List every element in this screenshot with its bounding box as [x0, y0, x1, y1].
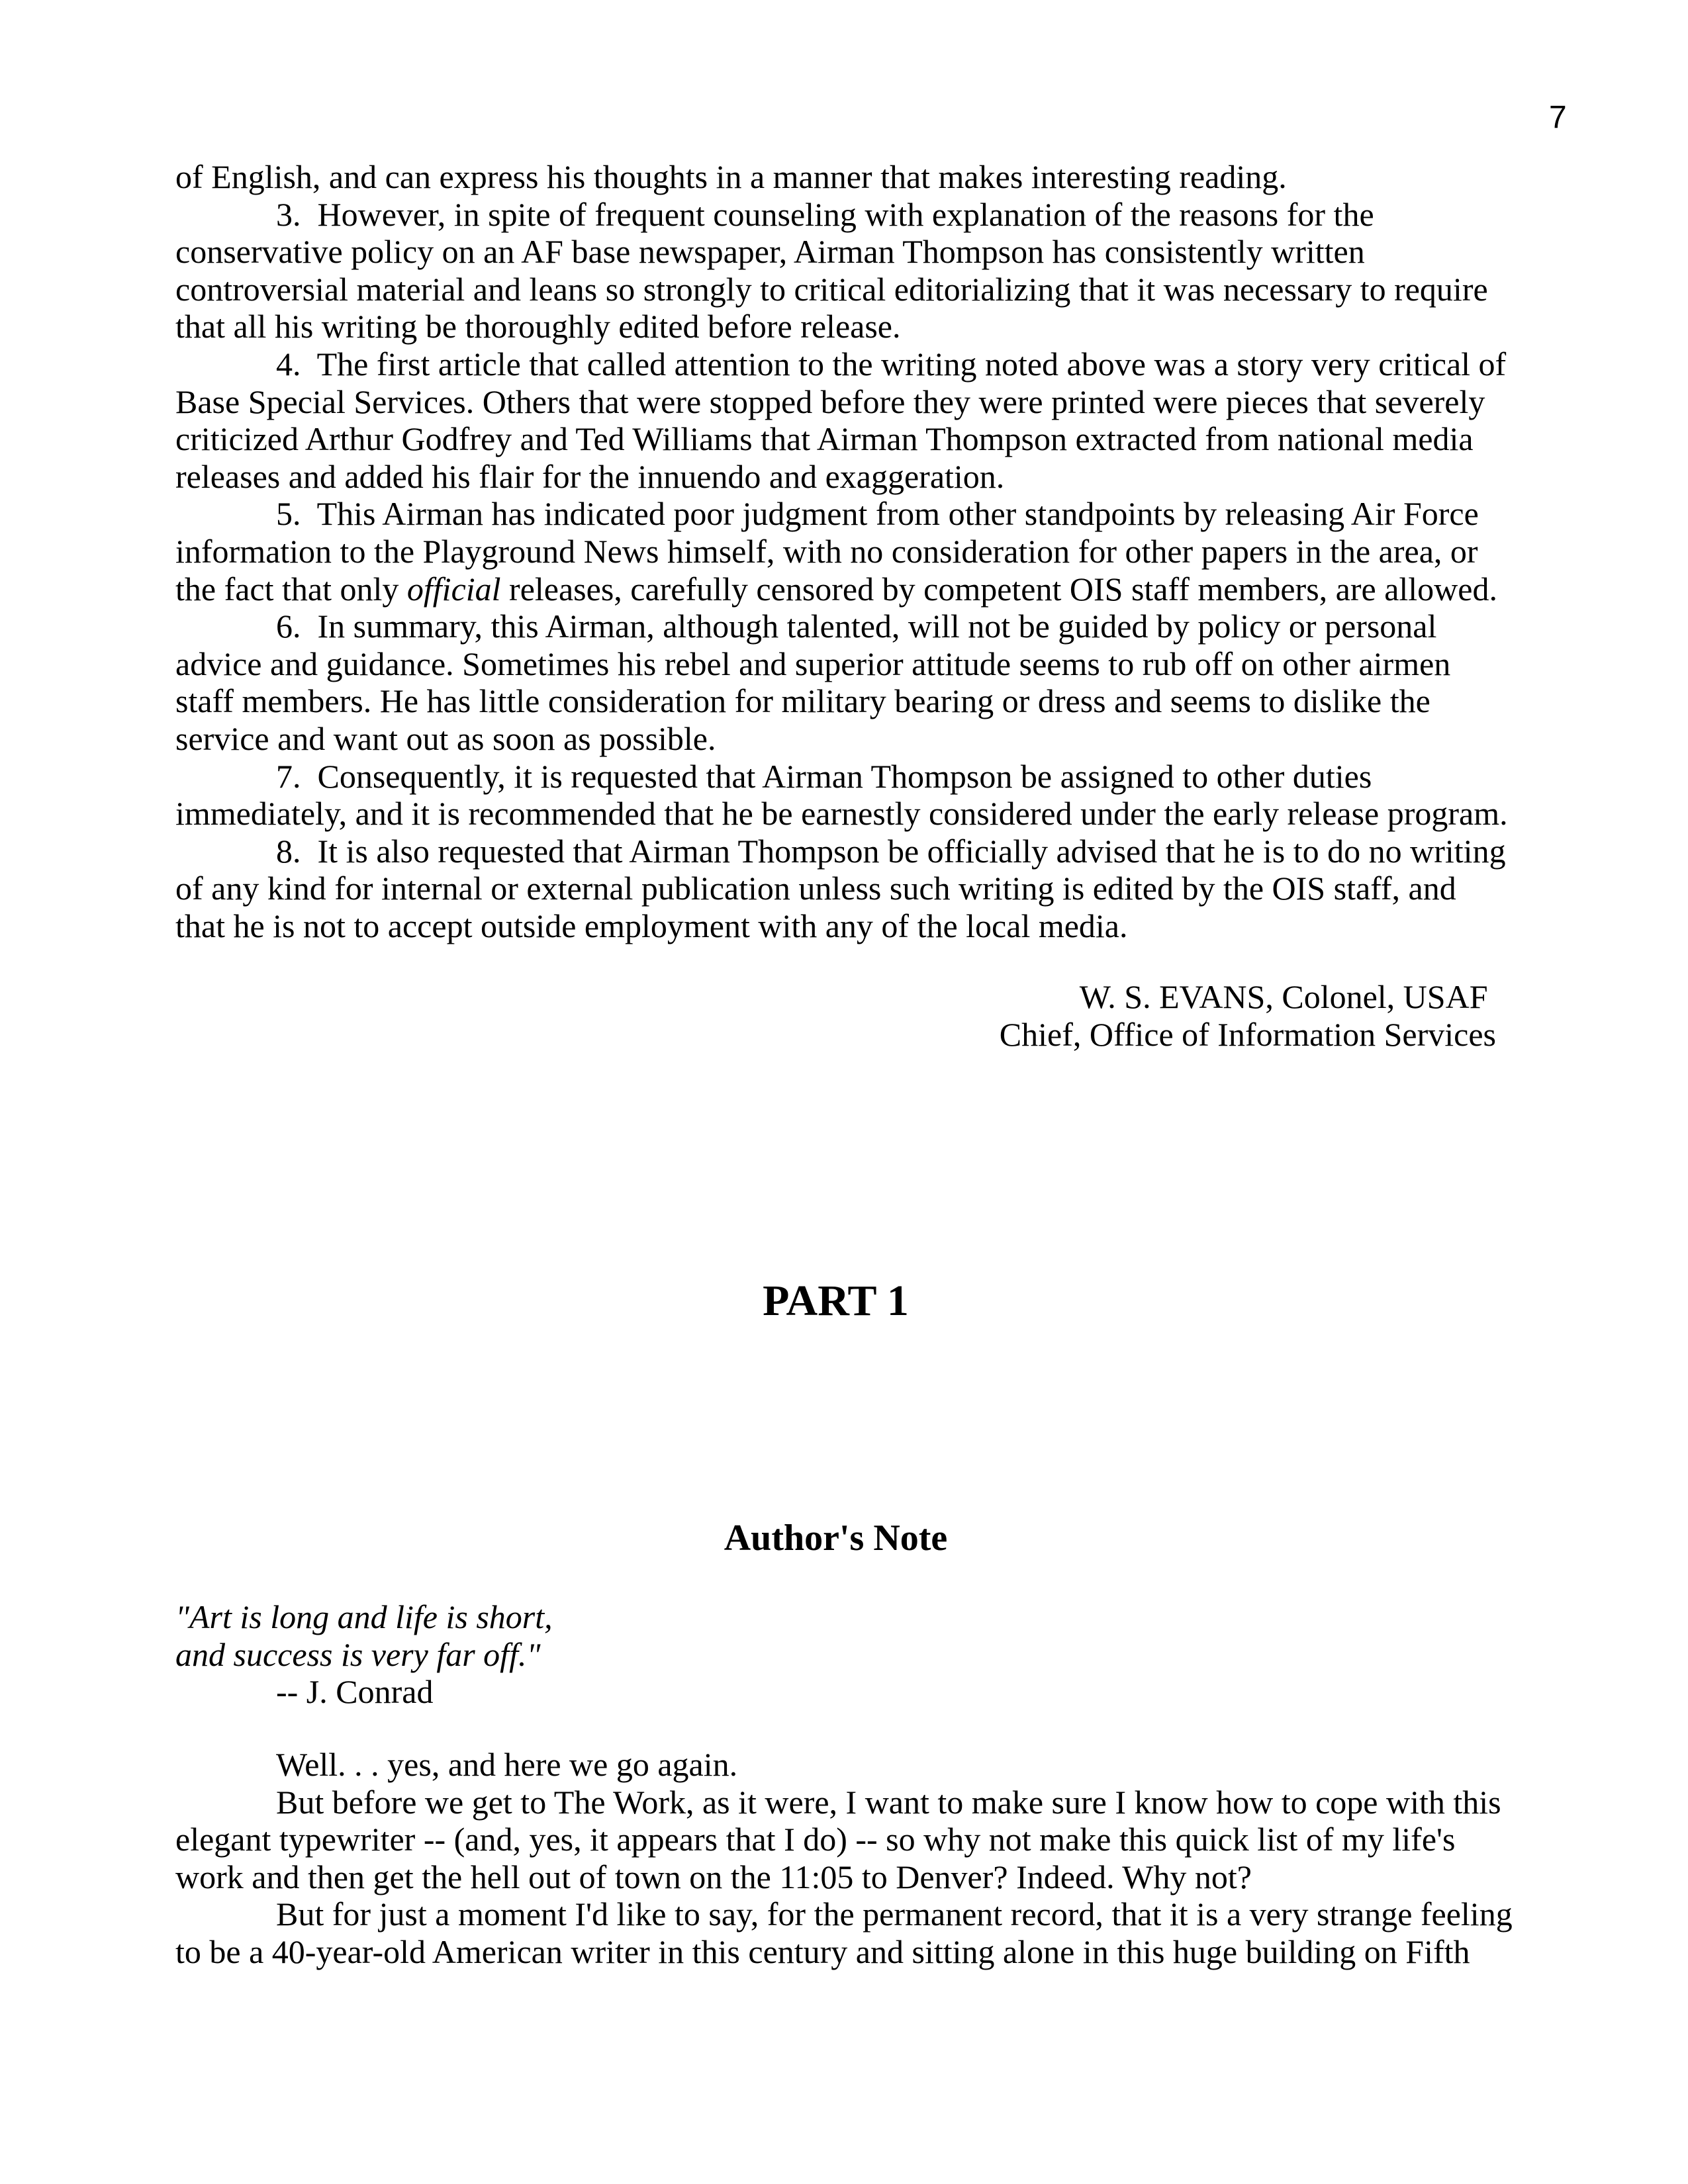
- paragraph: [175, 757, 1508, 833]
- paragraph: [175, 832, 1506, 945]
- text-line: service and want out as soon as possible.: [175, 719, 716, 757]
- paragraph: [175, 1746, 1499, 1784]
- paragraph: [175, 345, 1507, 495]
- authors-note-body: [175, 1746, 1513, 1971]
- text-line: releases and added his flair for the innuendo and exaggeration.: [175, 457, 1005, 495]
- paragraph: [175, 608, 1499, 757]
- text-line: But for just a moment I'd like to say, for the permanent record, that it is a very strange feeling: [276, 1895, 1513, 1933]
- signature-name: W. S. EVANS, Colonel, USAF: [1079, 978, 1496, 1015]
- epigraph-line: "Art is long and life is short,: [175, 1598, 553, 1635]
- text-line: to be a 40-year-old American writer in this century and sitting alone in this huge building on Fifth: [175, 1933, 1470, 1970]
- paragraph: [175, 1784, 1499, 1896]
- text-line: of any kind for internal or external publication unless such writing is edited by the OIS staff, and: [175, 870, 1456, 907]
- text-line: Base Special Services. Others that were stopped before they were printed were pieces that severely: [175, 383, 1485, 420]
- text-line: of English, and can express his thoughts in a manner that makes interesting reading.: [175, 158, 1287, 195]
- text-line: controversial material and leans so strongly to critical editorializing that it was necessary to require: [175, 270, 1488, 308]
- text-line: advice and guidance. Sometimes his rebel and superior attitude seems to rub off on other airmen: [175, 645, 1451, 682]
- part-heading: PART 1: [763, 1277, 909, 1325]
- text-line: conservative policy on an AF base newspaper, Airman Thompson has consistently written: [175, 233, 1365, 271]
- text-line: [175, 570, 1499, 608]
- text-line: Well. . . yes, and here we go again.: [276, 1746, 738, 1783]
- page-number: 7: [1549, 100, 1567, 135]
- paragraph: [175, 495, 1499, 608]
- text-line: 6. In summary, this Airman, although talented, will not be guided by policy or personal: [276, 608, 1437, 645]
- paragraph: [175, 158, 1499, 196]
- text-line: immediately, and it is recommended that he be earnestly considered under the early release program.: [175, 795, 1508, 833]
- signature-block: [1000, 978, 1496, 1053]
- text-line: work and then get the hell out of town on the 11:05 to Denver? Indeed. Why not?: [175, 1858, 1252, 1895]
- epigraph: [175, 1598, 1499, 1711]
- text-segment: the fact that only: [175, 570, 407, 608]
- text-line: criticized Arthur Godfrey and Ted Williams that Airman Thompson extracted from national media: [175, 420, 1474, 458]
- text-line: elegant typewriter -- (and, yes, it appears that I do) -- so why not make this quick list of my life's: [175, 1821, 1456, 1858]
- paragraph: [175, 1895, 1513, 1970]
- text-line: 7. Consequently, it is requested that Airman Thompson be assigned to other duties: [276, 757, 1372, 795]
- text-line: that all his writing be thoroughly edited before release.: [175, 308, 901, 345]
- text-line: information to the Playground News himself, with no consideration for other papers in the area, or: [175, 532, 1478, 570]
- text-line: But before we get to The Work, as it were, I want to make sure I know how to cope with this: [276, 1783, 1501, 1821]
- epigraph-line: and success is very far off.": [175, 1635, 541, 1673]
- text-line: 5. This Airman has indicated poor judgment from other standpoints by releasing Air Force: [276, 495, 1479, 533]
- text-line: 8. It is also requested that Airman Thompson be officially advised that he is to do no writing: [276, 832, 1506, 870]
- authors-note-title: Author's Note: [724, 1518, 948, 1559]
- epigraph-attribution: -- J. Conrad: [276, 1673, 434, 1711]
- signature-title: Chief, Office of Information Services: [999, 1015, 1496, 1053]
- text-line: staff members. He has little consideration for military bearing or dress and seems to dislike the: [175, 682, 1430, 720]
- text-line: 4. The first article that called attention to the writing noted above was a story very critical of: [276, 345, 1507, 383]
- letter-body: [175, 158, 1508, 944]
- emphasized-word: official: [406, 570, 501, 608]
- text-line: that he is not to accept outside employment with any of the local media.: [175, 907, 1128, 944]
- paragraph: [175, 196, 1499, 345]
- text-line: 3. However, in spite of frequent counseling with explanation of the reasons for the: [276, 195, 1374, 233]
- text-segment: releases, carefully censored by competent OIS staff members, are allowed.: [500, 570, 1497, 608]
